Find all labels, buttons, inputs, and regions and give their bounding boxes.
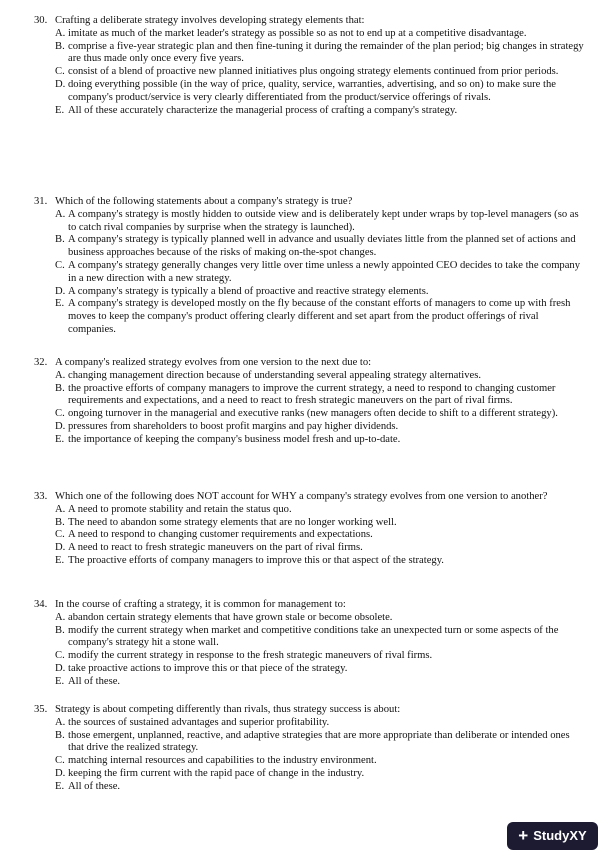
logo-text: StudyXY xyxy=(533,827,587,843)
answer-option[interactable] xyxy=(55,421,584,434)
option-text: keeping the firm current with the rapid pace of change in the industry. xyxy=(68,767,365,779)
option-letter: A. xyxy=(55,611,66,623)
option-text: A company's strategy is developed mostly on the fly because of the constant efforts of managers to come up with fresh moves to keep the company's product offering clearly different and set apart from the product offerings of rival companies. xyxy=(68,298,571,335)
question-number: 32. xyxy=(34,357,48,368)
option-letter: D. xyxy=(55,767,66,779)
question-31 xyxy=(34,196,584,337)
answer-option[interactable] xyxy=(55,383,584,409)
answer-option[interactable] xyxy=(55,768,584,781)
option-letter: A. xyxy=(55,208,66,220)
answer-options xyxy=(55,370,584,447)
option-text: A company's strategy is typically a blend of proactive and reactive strategy elements. xyxy=(68,285,429,297)
option-text: matching internal resources and capabilities to the industry environment. xyxy=(68,755,377,767)
answer-option[interactable] xyxy=(55,612,584,625)
answer-option[interactable] xyxy=(55,234,584,260)
option-text: modify the current strategy in response to the fresh strategic maneuvers of rival firms. xyxy=(68,650,433,662)
option-text: pressures from shareholders to boost profit margins and pay higher dividends. xyxy=(68,420,399,432)
question-35 xyxy=(34,704,584,794)
answer-option[interactable] xyxy=(55,517,584,530)
option-letter: E. xyxy=(55,433,65,445)
question-number: 35. xyxy=(34,704,48,715)
question-34 xyxy=(34,599,584,689)
answer-option[interactable] xyxy=(55,504,584,517)
option-text: the proactive efforts of company managers to improve the current strategy, a need to respond to changing customer requirements and expectations, and a need to react to fresh strategic maneuvers on the part of rival firms. xyxy=(68,382,556,407)
option-letter: E. xyxy=(55,298,65,310)
option-letter: D. xyxy=(55,542,66,554)
option-letter: C. xyxy=(55,755,65,767)
answer-options xyxy=(55,28,584,118)
option-text: A need to promote stability and retain the status quo. xyxy=(68,503,292,515)
answer-options xyxy=(55,209,584,337)
answer-option[interactable] xyxy=(55,408,584,421)
answer-option[interactable] xyxy=(55,41,584,67)
option-letter: E. xyxy=(55,780,65,792)
option-text: A company's strategy generally changes very little over time unless a newly appointed CEO decides to take the company in a new direction with a new strategy. xyxy=(68,259,581,284)
answer-options xyxy=(55,717,584,794)
question-text: Which of the following statements about a company's strategy is true? xyxy=(55,196,353,207)
option-letter: E. xyxy=(55,554,65,566)
answer-option[interactable] xyxy=(55,781,584,794)
option-letter: A. xyxy=(55,716,66,728)
option-text: A need to react to fresh strategic maneuvers on the part of rival firms. xyxy=(68,542,363,554)
option-text: A company's strategy is mostly hidden to outside view and is deliberately kept under wraps by top-level managers (so as to catch rival companies by surprise when the strategy is launched). xyxy=(68,208,579,233)
answer-option[interactable] xyxy=(55,542,584,555)
option-letter: C. xyxy=(55,66,65,78)
option-letter: E. xyxy=(55,675,65,687)
option-text: imitate as much of the market leader's strategy as possible so as not to end up at a competitive disadvantage. xyxy=(68,27,527,39)
option-letter: B. xyxy=(55,40,65,52)
answer-options xyxy=(55,612,584,689)
option-letter: B. xyxy=(55,234,65,246)
option-letter: B. xyxy=(55,729,65,741)
question-text: Which one of the following does NOT account for WHY a company's strategy evolves from one version to another? xyxy=(55,491,548,502)
option-text: consist of a blend of proactive new planned initiatives plus ongoing strategy elements continued from prior periods. xyxy=(68,66,559,78)
option-text: those emergent, unplanned, reactive, and adaptive strategies that are more appropriate than deliberate or intended ones that drive the realized strategy. xyxy=(68,729,570,754)
answer-option[interactable] xyxy=(55,286,584,299)
option-text: take proactive actions to improve this or that piece of the strategy. xyxy=(68,662,348,674)
option-text: A company's strategy is typically planned well in advance and usually deviates little from the planned set of actions and business approaches because of the risks of making on-the-spot changes. xyxy=(68,234,576,259)
plus-icon: + xyxy=(518,825,529,845)
option-letter: D. xyxy=(55,662,66,674)
question-text: Strategy is about competing differently than rivals, thus strategy success is about: xyxy=(55,704,401,715)
option-letter: A. xyxy=(55,503,66,515)
question-number: 34. xyxy=(34,599,48,610)
option-text: abandon certain strategy elements that have grown stale or become obsolete. xyxy=(68,611,393,623)
option-text: The need to abandon some strategy elements that are no longer working well. xyxy=(68,516,397,528)
answer-option[interactable] xyxy=(55,755,584,768)
option-letter: C. xyxy=(55,529,65,541)
answer-option[interactable] xyxy=(55,555,584,568)
option-letter: D. xyxy=(55,420,66,432)
answer-option[interactable] xyxy=(55,28,584,41)
option-text: the sources of sustained advantages and superior profitability. xyxy=(68,716,330,728)
question-number: 30. xyxy=(34,15,48,26)
option-text: ongoing turnover in the managerial and executive ranks (new managers often decide to shift to a different strategy). xyxy=(68,408,558,420)
question-text: A company's realized strategy evolves from one version to the next due to: xyxy=(55,357,372,368)
option-text: All of these. xyxy=(68,675,121,687)
answer-option[interactable] xyxy=(55,730,584,756)
answer-option[interactable] xyxy=(55,663,584,676)
answer-option[interactable] xyxy=(55,676,584,689)
answer-option[interactable] xyxy=(55,260,584,286)
answer-option[interactable] xyxy=(55,209,584,235)
option-letter: B. xyxy=(55,624,65,636)
option-text: A need to respond to changing customer requirements and expectations. xyxy=(68,529,373,541)
answer-option[interactable] xyxy=(55,79,584,105)
option-letter: D. xyxy=(55,285,66,297)
answer-option[interactable] xyxy=(55,650,584,663)
option-text: comprise a five-year strategic plan and then fine-tuning it during the remainder of the plan period; big changes in strategy are thus made only once every five years. xyxy=(68,40,584,65)
question-32 xyxy=(34,357,584,447)
option-letter: A. xyxy=(55,27,66,39)
option-text: The proactive efforts of company managers to improve this or that aspect of the strategy. xyxy=(68,554,444,566)
studyxy-logo[interactable] xyxy=(507,822,598,850)
option-letter: D. xyxy=(55,78,66,90)
option-text: All of these accurately characterize the managerial process of crafting a company's strategy. xyxy=(68,104,458,116)
answer-option[interactable] xyxy=(55,434,584,447)
option-letter: C. xyxy=(55,408,65,420)
option-letter: C. xyxy=(55,650,65,662)
option-letter: B. xyxy=(55,382,65,394)
option-text: doing everything possible (in the way of price, quality, service, warranties, advertising, and so on) to make sure the company's product/service is very clearly differentiated from the product/service offerings of rivals. xyxy=(68,78,556,103)
question-33 xyxy=(34,491,584,568)
answer-option[interactable] xyxy=(55,370,584,383)
answer-option[interactable] xyxy=(55,717,584,730)
option-text: modify the current strategy when market and competitive conditions take an unexpected turn or some aspects of the company's strategy hit a stone wall. xyxy=(68,624,559,649)
question-number: 33. xyxy=(34,491,48,502)
question-30 xyxy=(34,15,584,117)
answer-option[interactable] xyxy=(55,529,584,542)
answer-option[interactable] xyxy=(55,298,584,336)
answer-options xyxy=(55,504,584,568)
option-text: All of these. xyxy=(68,780,121,792)
answer-option[interactable] xyxy=(55,105,584,118)
question-text: Crafting a deliberate strategy involves developing strategy elements that: xyxy=(55,15,365,26)
question-number: 31. xyxy=(34,196,48,207)
option-letter: B. xyxy=(55,516,65,528)
option-letter: A. xyxy=(55,369,66,381)
option-letter: C. xyxy=(55,259,65,271)
option-text: the importance of keeping the company's business model fresh and up-to-date. xyxy=(68,433,401,445)
option-text: changing management direction because of understanding several appealing strategy alternatives. xyxy=(68,369,481,381)
answer-option[interactable] xyxy=(55,625,584,651)
answer-option[interactable] xyxy=(55,66,584,79)
option-letter: E. xyxy=(55,104,65,116)
question-text: In the course of crafting a strategy, it is common for management to: xyxy=(55,599,346,610)
